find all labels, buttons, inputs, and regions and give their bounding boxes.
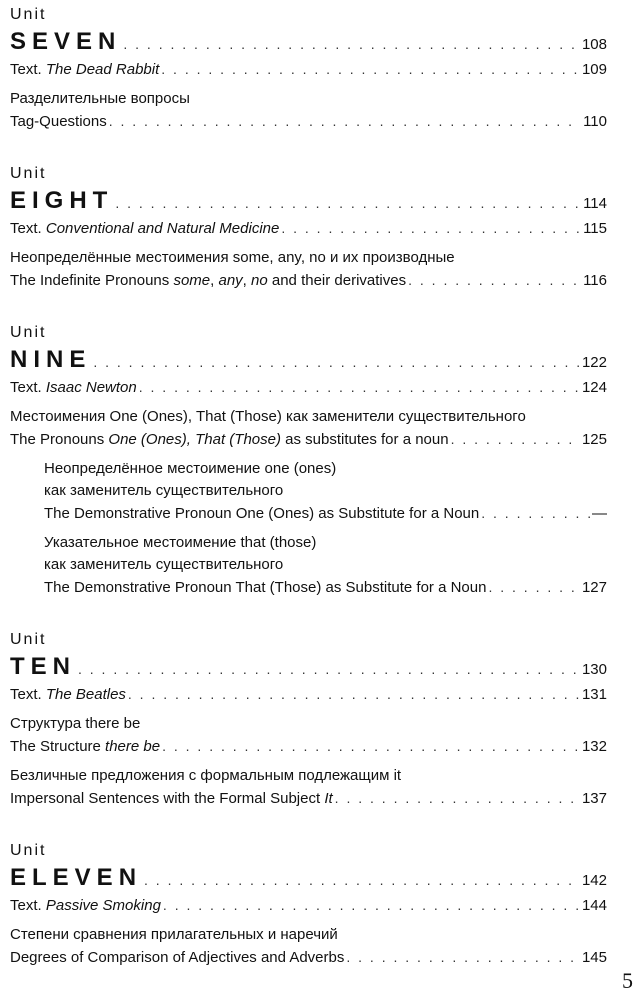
- topic-entry: [10, 247, 607, 292]
- page-ref: 132: [581, 738, 607, 755]
- subtopic-ru: Указательное местоимение that (those): [44, 534, 317, 551]
- page-ref: 131: [581, 686, 607, 703]
- dot-leader: [162, 735, 580, 758]
- page-ref: 109: [581, 61, 607, 78]
- dot-leader: [139, 376, 580, 399]
- text-entry: [10, 894, 607, 917]
- topic-en: Degrees of Comparison of Adjectives and Adverbs: [10, 949, 345, 966]
- unit-name: NINE: [10, 346, 92, 373]
- dot-leader: [451, 428, 580, 451]
- dot-leader: [128, 683, 580, 706]
- topic-ru: Безличные предложения с формальным подлежащим it: [10, 767, 402, 784]
- text-label: Text.: [10, 220, 42, 237]
- dot-leader: [109, 110, 581, 133]
- text-entry: [10, 58, 607, 81]
- page-ref: 127: [581, 579, 607, 596]
- page-ref: 110: [583, 113, 607, 130]
- text-title: The Beatles: [45, 686, 126, 703]
- page-ref: 122: [581, 354, 607, 371]
- subtopic-entry: [10, 532, 607, 599]
- text-title: The Dead Rabbit: [45, 61, 160, 78]
- dot-leader: [163, 894, 580, 917]
- unit-name: TEN: [10, 653, 76, 680]
- page-ref: 115: [583, 220, 607, 237]
- text-title: Passive Smoking: [45, 897, 161, 914]
- unit-name: SEVEN: [10, 28, 122, 55]
- text-label: Text.: [10, 897, 42, 914]
- topic-entry: [10, 924, 607, 969]
- dot-leader: [161, 58, 580, 81]
- text-entry: [10, 217, 607, 240]
- dot-leader: [78, 653, 580, 685]
- unit-seven: [10, 4, 607, 133]
- dot-leader: [93, 346, 580, 378]
- dot-leader: [488, 576, 580, 599]
- topic-entry: [10, 765, 607, 810]
- topic-en: The Structure there be: [10, 738, 161, 755]
- topic-ru: Неопределённые местоимения some, any, no и их производные: [10, 249, 455, 266]
- unit-label: Unit: [10, 842, 47, 859]
- page-ref: 116: [583, 272, 607, 289]
- topic-en: The Pronouns One (Ones), That (Those) as substitutes for a noun: [10, 431, 449, 448]
- topic-ru: Структура there be: [10, 715, 141, 732]
- subtopic-entry: [10, 458, 607, 525]
- topic-ru: Местоимения One (Ones), That (Those) как заменители существительного: [10, 408, 526, 425]
- dot-leader: [123, 28, 580, 60]
- table-of-contents: [0, 4, 643, 1004]
- unit-heading: [10, 26, 607, 58]
- page-ref: 137: [581, 790, 607, 807]
- unit-label: Unit: [10, 165, 47, 182]
- topic-en: The Indefinite Pronouns some, any, no and their derivatives: [10, 272, 407, 289]
- dot-leader: [281, 217, 581, 240]
- page-ref: —: [592, 505, 607, 522]
- unit-nine: [10, 322, 607, 599]
- topic-ru: Степени сравнения прилагательных и наречий: [10, 926, 338, 943]
- unit-name: ELEVEN: [10, 864, 143, 891]
- subtopic-ru: как заменитель существительного: [44, 556, 284, 573]
- subtopic-en: The Demonstrative Pronoun One (Ones) as Substitute for a Noun: [44, 505, 480, 522]
- text-entry: [10, 683, 607, 706]
- subtopic-en: The Demonstrative Pronoun That (Those) as Substitute for a Noun: [44, 579, 487, 596]
- unit-eight: [10, 163, 607, 292]
- subtopic-ru: как заменитель существительного: [44, 482, 284, 499]
- topic-en: Impersonal Sentences with the Formal Subject It: [10, 790, 333, 807]
- text-label: Text.: [10, 61, 42, 78]
- text-entry: [10, 376, 607, 399]
- page-ref: 142: [581, 872, 607, 889]
- page-number: 5: [622, 968, 633, 993]
- topic-entry: [10, 406, 607, 451]
- unit-label: Unit: [10, 6, 47, 23]
- unit-eleven: [10, 840, 607, 969]
- text-title: Conventional and Natural Medicine: [45, 220, 280, 237]
- unit-heading: [10, 862, 607, 894]
- dot-leader: [115, 187, 581, 219]
- text-label: Text.: [10, 379, 42, 396]
- page-ref: 130: [581, 661, 607, 678]
- unit-heading: [10, 185, 607, 217]
- text-title: Isaac Newton: [45, 379, 137, 396]
- unit-heading: [10, 651, 607, 683]
- unit-label: Unit: [10, 324, 47, 341]
- text-label: Text.: [10, 686, 42, 703]
- topic-en: Tag-Questions: [10, 113, 107, 130]
- unit-name: EIGHT: [10, 187, 114, 214]
- unit-label: Unit: [10, 631, 47, 648]
- dot-leader: [144, 864, 580, 896]
- page-ref: 125: [581, 431, 607, 448]
- unit-heading: [10, 344, 607, 376]
- page-ref: 145: [581, 949, 607, 966]
- topic-ru: Разделительные вопросы: [10, 90, 190, 107]
- topic-entry: [10, 713, 607, 758]
- page-ref: 144: [581, 897, 607, 914]
- unit-ten: [10, 629, 607, 810]
- dot-leader: [346, 946, 580, 969]
- dot-leader: [408, 269, 581, 292]
- dot-leader: [335, 787, 580, 810]
- subtopic-ru: Неопределённое местоимение one (ones): [44, 460, 337, 477]
- page-ref: 108: [581, 36, 607, 53]
- page-ref: 124: [581, 379, 607, 396]
- page-ref: 114: [583, 195, 607, 212]
- topic-entry: [10, 88, 607, 133]
- dot-leader: [481, 502, 590, 525]
